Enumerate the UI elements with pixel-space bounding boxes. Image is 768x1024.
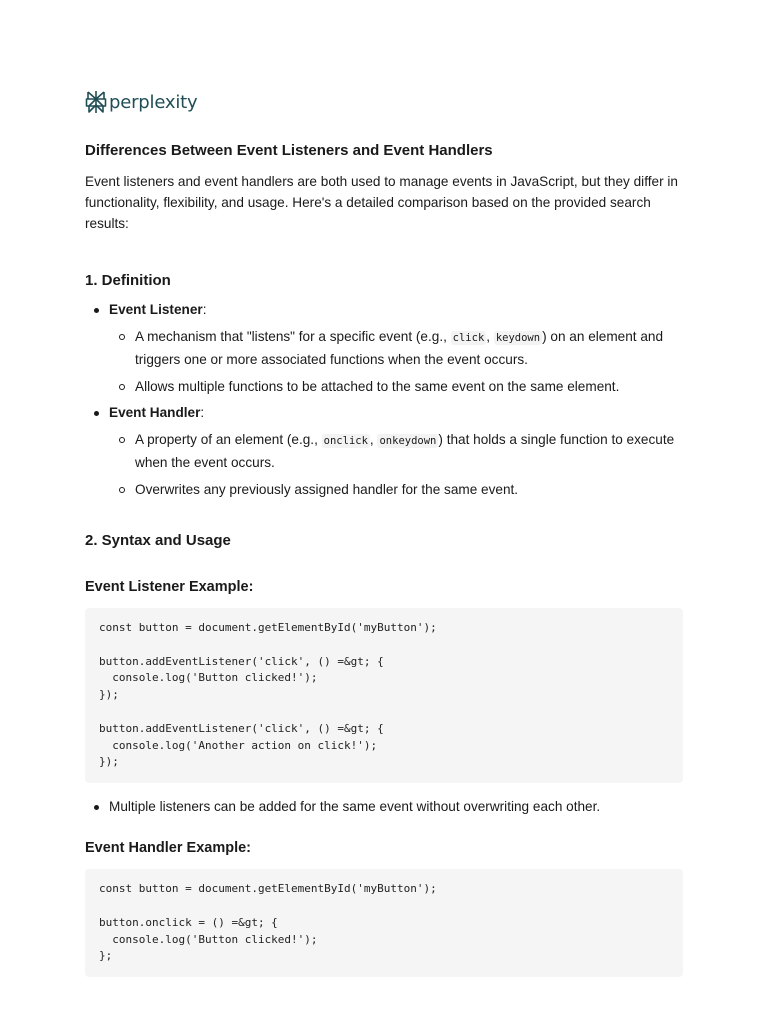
- listener-point-2: Allows multiple functions to be attached to the same event on the same element.: [109, 376, 685, 397]
- page-title: Differences Between Event Listeners and Event Handlers: [85, 142, 493, 159]
- listener-point-1-text-b: ) on an element and triggers one or more associated functions when the event occurs.: [135, 329, 664, 367]
- handler-example-heading: Event Handler Example:: [85, 840, 251, 857]
- listener-points: [109, 326, 685, 397]
- inline-code-onkeydown: onkeydown: [379, 435, 437, 447]
- handler-point-1-text-a: A property of an element (e.g.,: [135, 432, 322, 447]
- listener-point-1-text-a: A mechanism that "listens" for a specific event (e.g.,: [135, 329, 451, 344]
- handler-point-1: [109, 429, 685, 473]
- handler-points: [109, 429, 685, 500]
- handler-point-2: Overwrites any previously assigned handler for the same event.: [109, 479, 685, 500]
- inline-code-keydown: keydown: [495, 332, 541, 344]
- brand-logo[interactable]: [85, 88, 685, 116]
- term-colon: :: [202, 302, 207, 317]
- listener-point-1: [109, 326, 685, 370]
- term-colon: :: [200, 405, 205, 420]
- inline-separator: ,: [369, 432, 378, 447]
- listener-code-block[interactable]: const button = document.getElementById('myButton'); button.addEventListener('click', () =&gt; { console.log('Button clicked!'); }); button.addEventListener('click', () =&gt; { console.log('Another action on click!'); });: [85, 608, 683, 783]
- handler-point-1-text-b: ) that holds a single function to execute when the event occurs.: [135, 432, 675, 470]
- brand-name: perplexity: [109, 91, 198, 113]
- definition-item-handler: [85, 403, 685, 500]
- term-event-handler: Event Handler: [109, 405, 201, 420]
- term-event-listener: Event Listener: [109, 302, 203, 317]
- section-heading-syntax: 2. Syntax and Usage: [85, 532, 231, 549]
- inline-separator: ,: [486, 329, 494, 344]
- definition-item-listener: [85, 300, 685, 397]
- intro-paragraph: Event listeners and event handlers are both used to manage events in JavaScript, but they differ in functionality, flexibility, and usage. Here's a detailed comparison based on the provided search results:: [85, 174, 678, 231]
- listener-example-heading: Event Listener Example:: [85, 579, 254, 595]
- document-page: [85, 88, 685, 977]
- inline-code-click: click: [452, 332, 485, 344]
- section-heading-definition: 1. Definition: [85, 272, 171, 289]
- handler-code-block[interactable]: const button = document.getElementById('myButton'); button.onclick = () =&gt; { console.log('Button clicked!'); };: [85, 869, 683, 977]
- definition-list: [85, 300, 685, 500]
- inline-code-onclick: onclick: [323, 435, 368, 447]
- listener-note-list: [85, 797, 685, 817]
- perplexity-logo-icon: [85, 90, 107, 114]
- listener-note: Multiple listeners can be added for the same event without overwriting each other.: [85, 797, 685, 817]
